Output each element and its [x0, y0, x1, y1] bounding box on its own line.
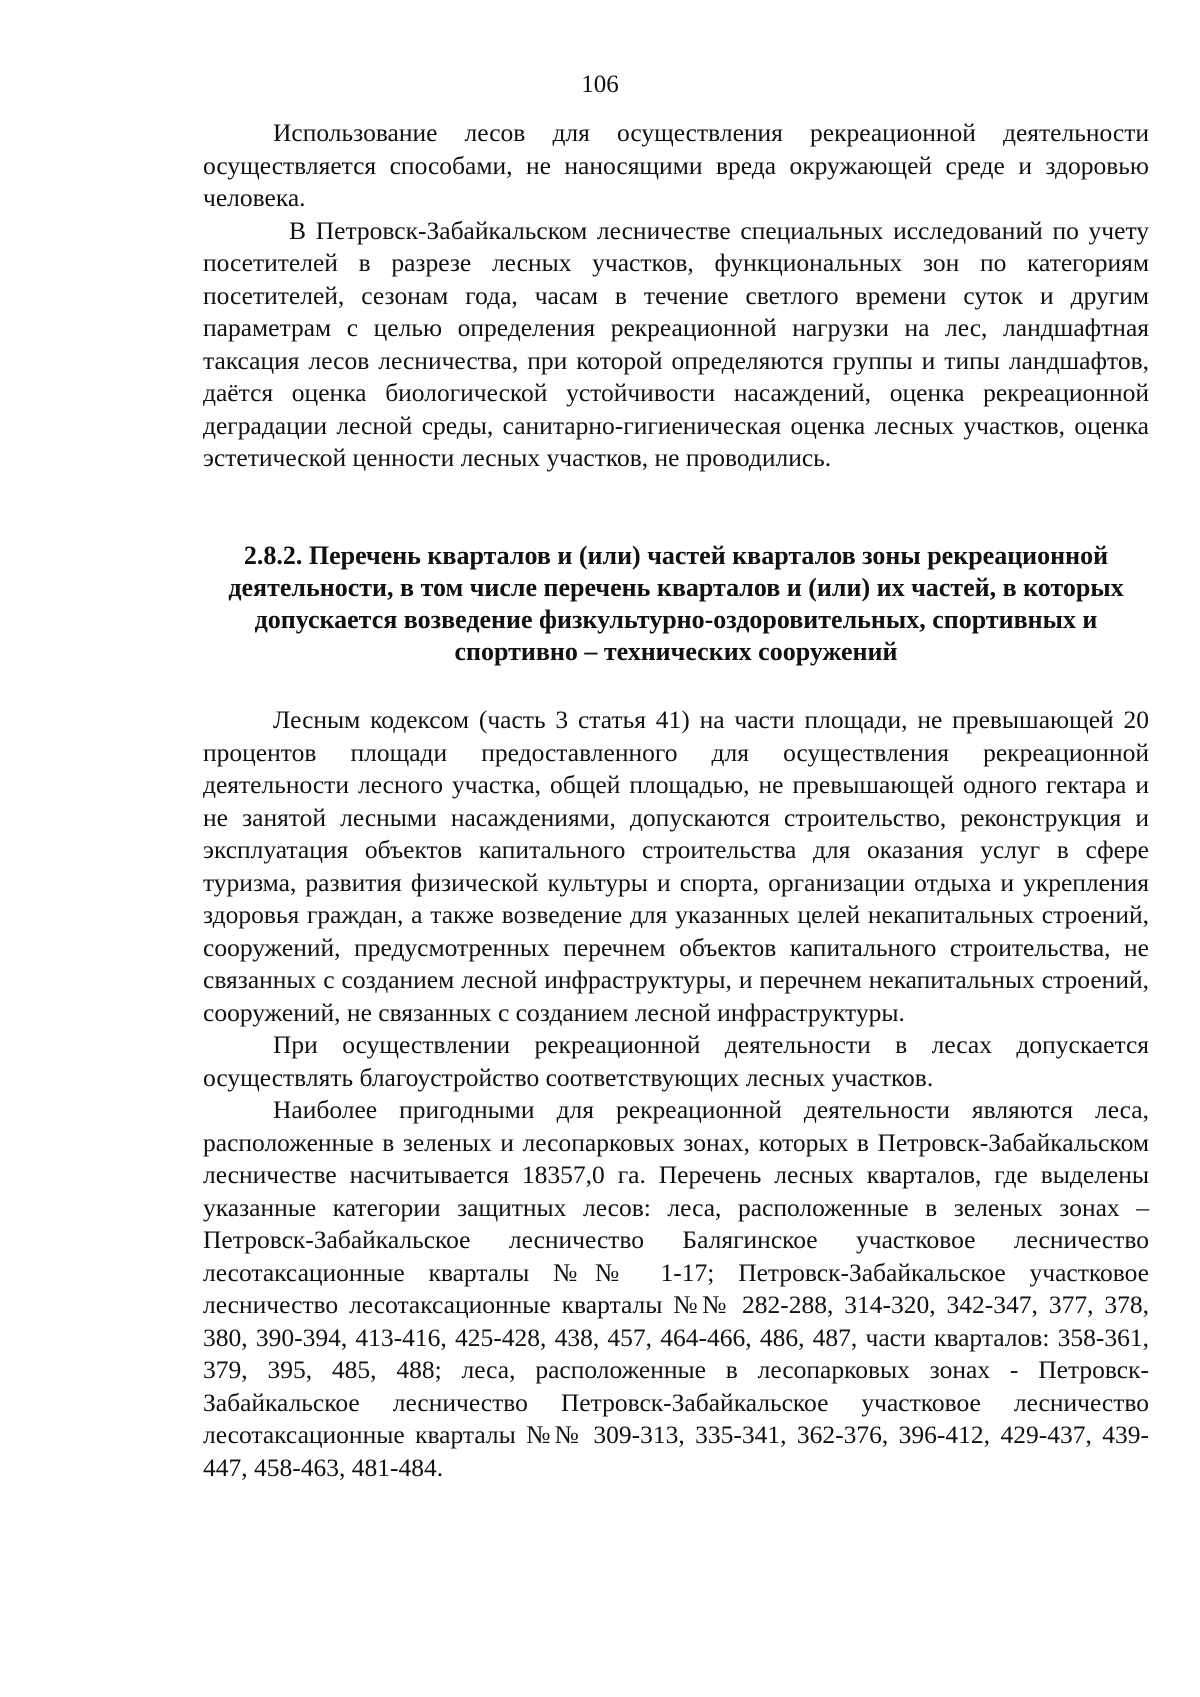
intro-text	[203, 117, 1149, 475]
section-paragraph: При осуществлении рекреационной деятельности в лесах допускается осуществлять благоустройство соответствующих лесных участков.	[203, 1030, 1149, 1092]
section-paragraph: Наиболее пригодными для рекреационной деятельности являются леса, расположенные в зеленых и лесопарковых зонах, которых в Петровск-Забайкальском лесничестве насчитывается 18357,0 га. Перечень лесных кварталов, где выделены указанные категории защитных лесов: леса, расположенные в зеленых зонах – Петровск-Забайкальское лесничество Балягинское участковое лесничество лесотаксационные кварталы №№ 1-17; Петровск-Забайкальское участковое лесничество лесотаксационные кварталы №№ 282-288, 314-320, 342-347, 377, 378, 380, 390-394, 413-416, 425-428, 438, 457, 464-466, 486, 487, части кварталов: 358-361, 379, 395, 485, 488; леса, расположенные в лесопарковых зонах - Петровск-Забайкальское лесничество Петровск-Забайкальское участковое лесничество лесотаксационные кварталы №№ 309-313, 335-341, 362-376, 396-412, 429-437, 439-447, 458-463, 481-484.	[203, 1095, 1149, 1482]
intro-paragraph: Использование лесов для осуществления рекреационной деятельности осуществляется способами, не наносящими вреда окружающей среде и здоровью человека.	[203, 118, 1149, 212]
intro-paragraph: В Петровск-Забайкальском лесничестве специальных исследований по учету посетителей в разрезе лесных участков, функциональных зон по категориям посетителей, сезонам года, часам в течение светлого времени суток и другим параметрам с целью определения рекреационной нагрузки на лес, ландшафтная таксация лесов лесничества, при которой определяются группы и типы ландшафтов, даётся оценка биологической устойчивости насаждений, оценка рекреационной деградации лесной среды, санитарно-гигиеническая оценка лесных участков, оценка эстетической ценности лесных участков, не проводились.	[203, 215, 1149, 472]
section-heading: 2.8.2. Перечень кварталов и (или) частей кварталов зоны рекреационной деятельности, в том числе перечень кварталов и (или) их частей, в которых допускается возведение физкультурно-оздоровительных, спортивных и спортивно – технических сооружений	[228, 541, 1124, 666]
section-paragraph: Лесным кодексом (часть 3 статья 41) на части площади, не превышающей 20 процентов площади предоставленного для осуществления рекреационной деятельности лесного участка, общей площадью, не превышающей одного гектара и не занятой лесными насаждениями, допускаются строительство, реконструкция и эксплуатация объектов капитального строительства для оказания услуг в сфере туризма, развития физической культуры и спорта, организации отдыха и укрепления здоровья граждан, а также возведение для указанных целей некапитальных строений, сооружений, предусмотренных перечнем объектов капитального строительства, не связанных с созданием лесной инфраструктуры, и перечнем некапитальных строений, сооружений, не связанных с созданием лесной инфраструктуры.	[203, 705, 1149, 1027]
section-text	[203, 704, 1149, 1484]
page-number: 106	[581, 71, 619, 98]
